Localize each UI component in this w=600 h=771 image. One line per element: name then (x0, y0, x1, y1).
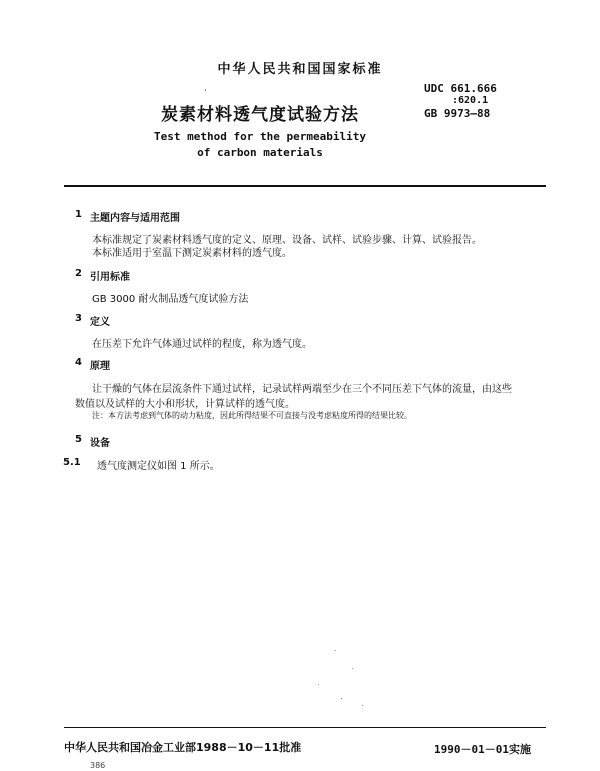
section-4-note: 注：本方法考虑到气体的动力粘度，因此所得结果不可直接与没考虑粘度所得的结果比较。 (92, 411, 412, 420)
scan-speck (352, 668, 353, 669)
section-3-heading: 定义 (90, 317, 110, 328)
section-5-1-text: 透气度测定仪如图 1 所示。 (97, 461, 220, 472)
section-1-number: 1 (75, 209, 82, 220)
section-5-heading: 设备 (90, 438, 110, 449)
header-rule (64, 185, 546, 187)
document-title-chinese: 炭素材料透气度试验方法 (161, 105, 359, 125)
scan-speck (335, 650, 336, 651)
footer-effective-date: 1990－01－01实施 (434, 743, 531, 756)
section-3-number: 3 (75, 313, 82, 324)
section-4-heading: 原理 (90, 361, 110, 372)
footer-rule (64, 727, 546, 728)
title-english-line-1: Test method for the permeability (154, 130, 366, 143)
udc-code: UDC 661.666 (424, 82, 497, 95)
scan-speck (341, 698, 342, 699)
section-2-heading: 引用标准 (90, 272, 130, 283)
section-5-number: 5 (75, 434, 82, 445)
section-3-paragraph-1: 在压差下允许气体通过试样的程度，称为透气度。 (92, 339, 312, 350)
section-1-paragraph-1: 本标准规定了炭素材料透气度的定义、原理、设备、试样、试验步骤、计算、试验报告。 (92, 235, 482, 246)
section-2-paragraph-1: GB 3000 耐火制品透气度试验方法 (92, 294, 249, 305)
section-4-paragraph-1: 让干燥的气体在层流条件下通过试样，记录试样两端至少在三个不同压差下气体的流量，由这些 (92, 384, 512, 395)
title-english-line-2: of carbon materials (197, 146, 323, 159)
section-1-paragraph-2: 本标准适用于室温下测定炭素材料的透气度。 (92, 248, 292, 259)
national-standard-label: 中华人民共和国国家标准 (217, 62, 383, 77)
document-title-english (0, 129, 520, 161)
section-2-number: 2 (75, 268, 82, 279)
section-5-1-number: 5.1 (63, 457, 81, 468)
header-dot: · (204, 86, 207, 96)
section-4-number: 4 (75, 357, 82, 368)
page-number: 386 (90, 761, 106, 770)
udc-subcode: :620.1 (452, 95, 489, 106)
footer-issuer: 中华人民共和国冶金工业部1988－10－11批准 (64, 741, 302, 754)
scan-speck (318, 684, 319, 685)
gb-code: GB 9973—88 (424, 107, 491, 120)
scan-speck (362, 705, 363, 706)
section-4-paragraph-2: 数值以及试样的大小和形状，计算试样的透气度。 (75, 399, 295, 410)
section-1-heading: 主题内容与适用范围 (90, 213, 180, 224)
